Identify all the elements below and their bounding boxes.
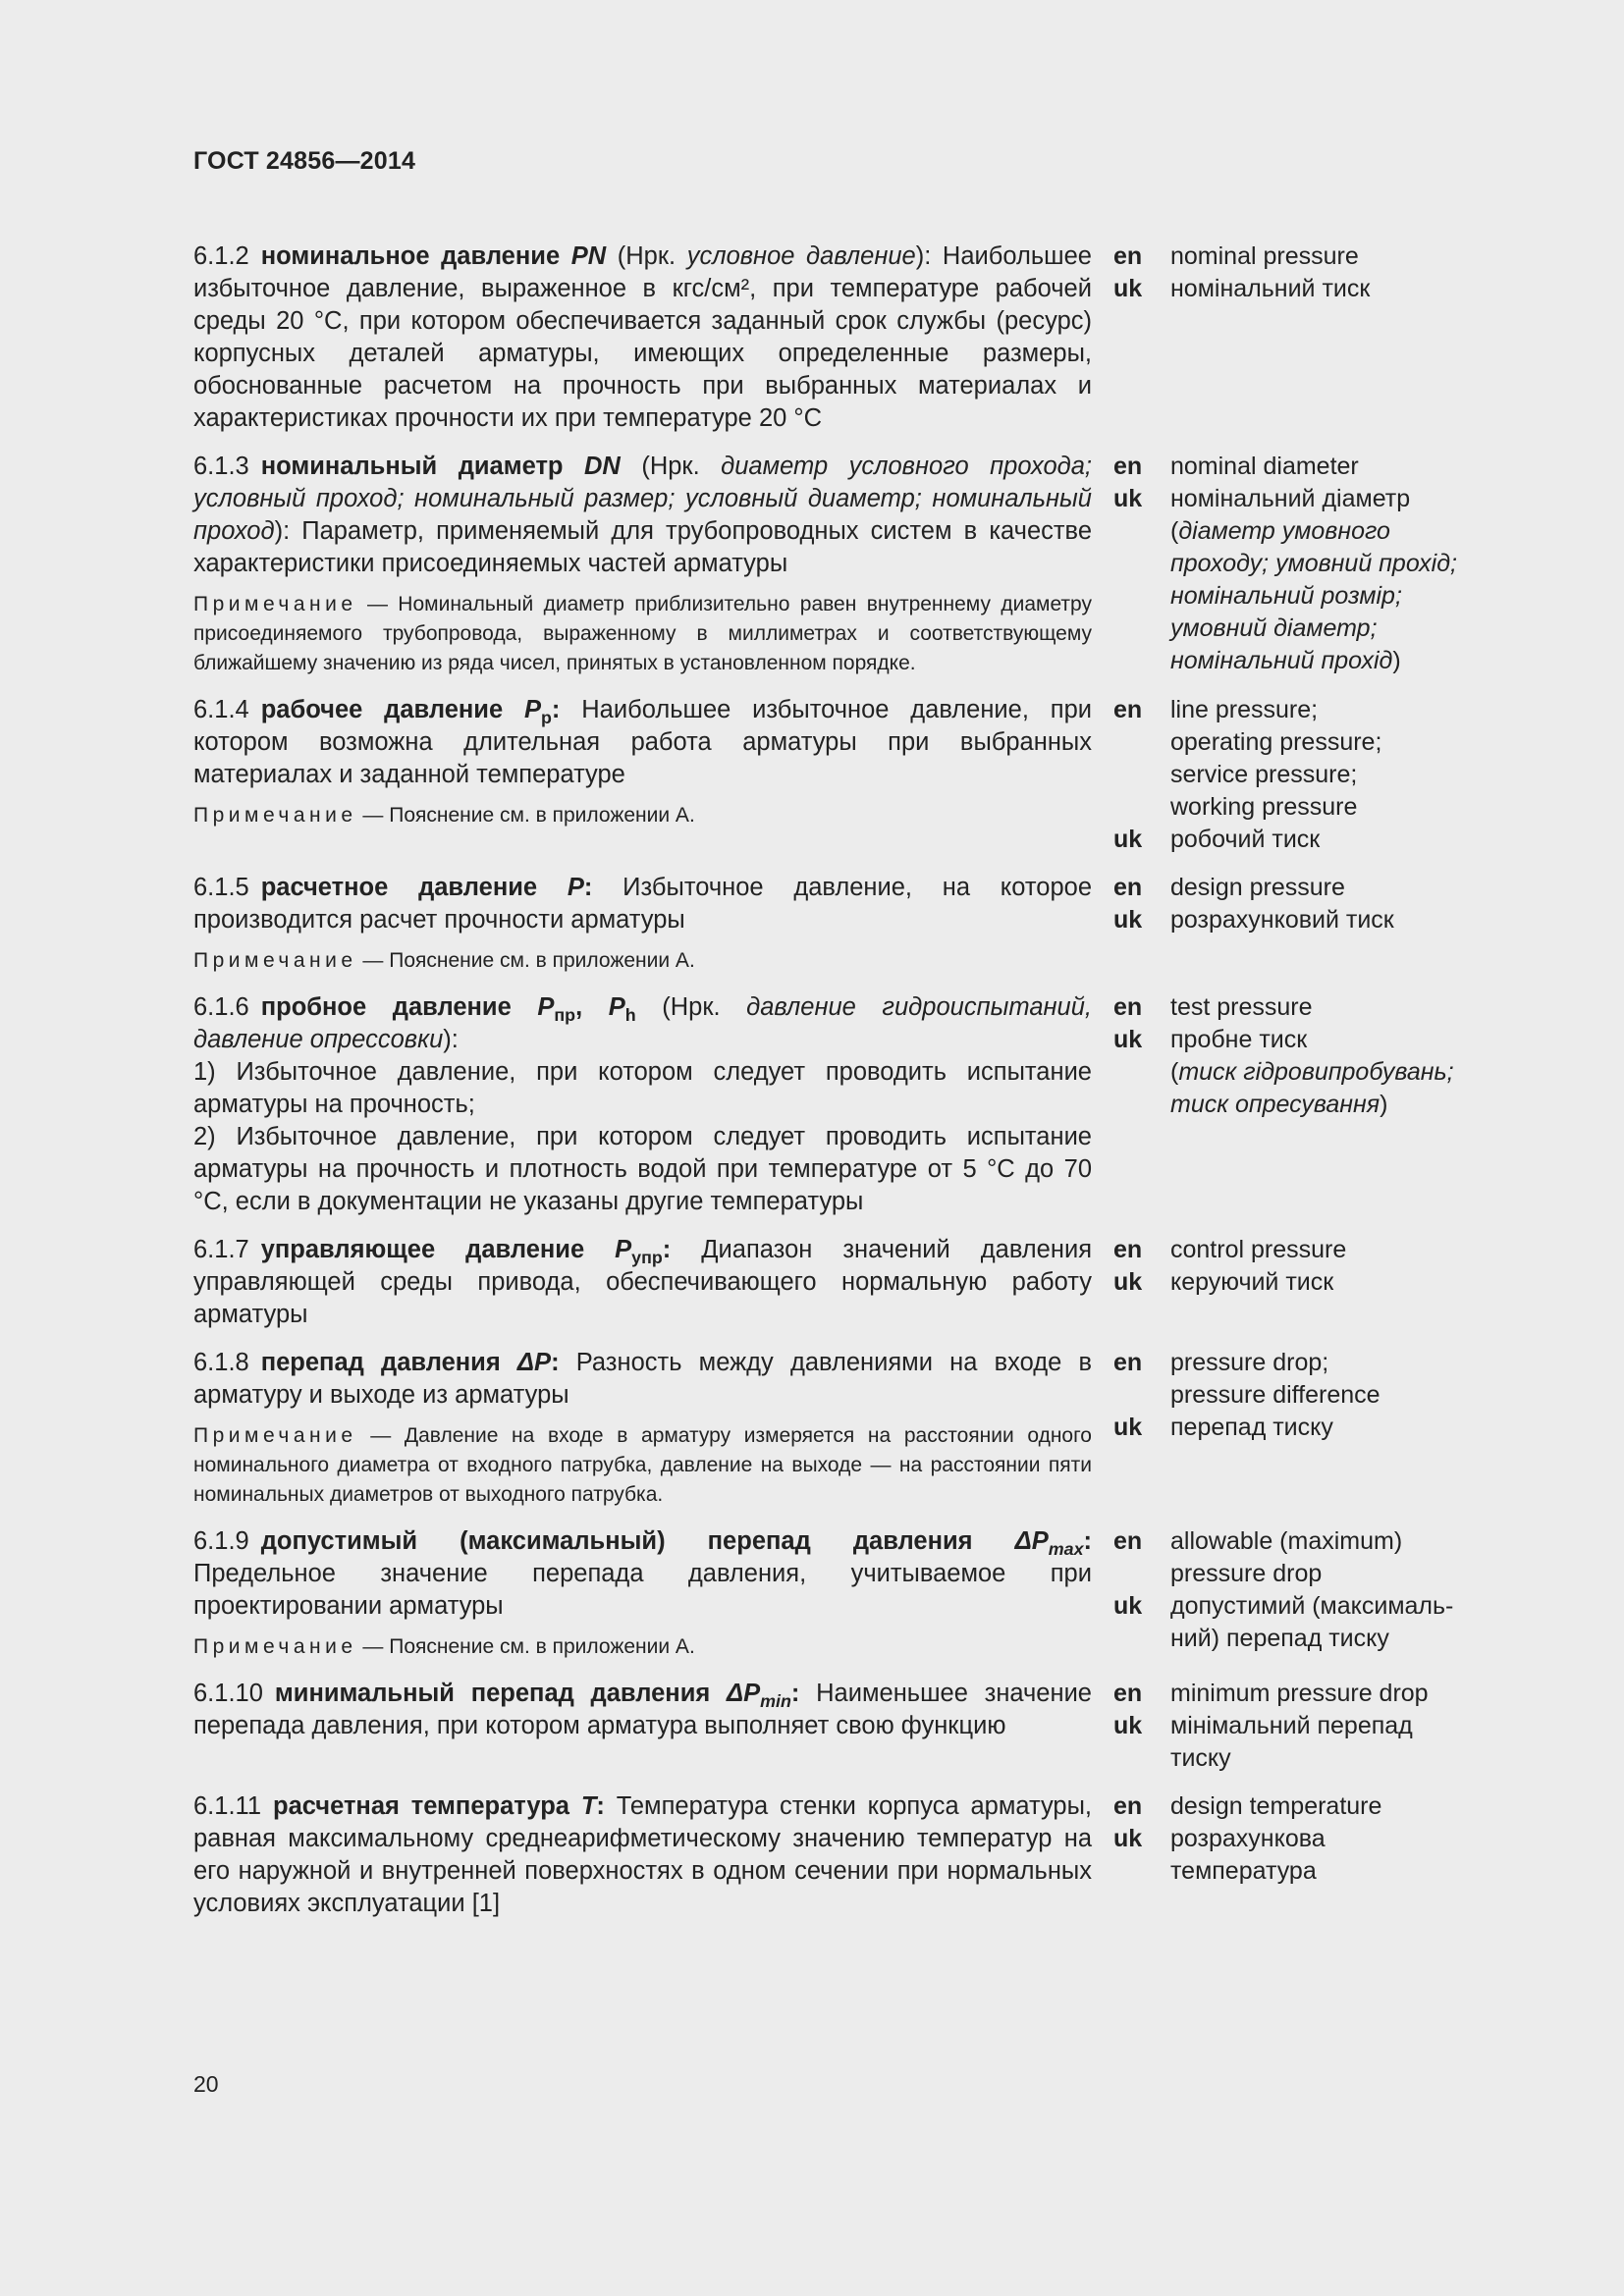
definition-item: 2) Избыточное давление, при котором следует проводить испытание арматуры на прочность и плотность водой при температуре от 5 °С до 70 °С, если в документации не указаны другие температуры — [193, 1123, 1092, 1215]
lang-uk: uk — [1113, 1026, 1143, 1053]
term-symbol: P — [524, 696, 542, 723]
lang-en: en — [1113, 1680, 1143, 1707]
equivalents — [1170, 1347, 1494, 1510]
term-definition: 6.1.4 рабочее давление $P_p$: Наибольшее избыточное давление, при котором возможна длительная работа арматуры при выбранных материалах и заданной температуре — [193, 696, 1092, 788]
term-symbol-sub: упр — [631, 1248, 663, 1268]
equivalent-en: allowable (maximum) — [1170, 1527, 1403, 1555]
equivalent-uk: температура — [1170, 1857, 1317, 1885]
term-6-1-5 — [193, 872, 1499, 976]
term-symbol: P — [537, 993, 555, 1021]
term-number: 6.1.10 — [193, 1680, 263, 1707]
term-6-1-8 — [193, 1347, 1499, 1510]
lang-uk: uk — [1113, 275, 1143, 302]
language-codes — [1113, 1525, 1153, 1662]
lang-uk: uk — [1113, 485, 1143, 512]
page-number: 20 — [193, 2071, 219, 2097]
definition-text: Разность между давлениями на входе в арматуру и выходе из арматуры — [193, 1349, 1092, 1409]
term-note — [193, 801, 1092, 830]
term-note — [193, 1632, 1092, 1662]
definition-item: 1) Избыточное давление, при котором следует проводить испытание арматуры на прочность; — [193, 1058, 1092, 1118]
term-lead: (Нрк. — [617, 242, 677, 270]
term-definition: 6.1.11 расчетная температура T: Температура стенки корпуса арматуры, равная максимальному среднеарифметическому значению температур на его наружной и внутренней поверхностях в одном сечении при нормальных условиях эксплуатации [1] — [193, 1792, 1093, 1917]
term-6-1-7 — [193, 1234, 1499, 1331]
definition-text: Температура стенки корпуса арматуры, равная максимальному среднеарифметическому значению температур на его наружной и внутренней поверхностях в одном сечении при нормальных условиях эксплуатации [1] — [193, 1792, 1093, 1917]
term-symbol-sub: min — [760, 1691, 791, 1712]
term-number: 6.1.9 — [193, 1527, 249, 1555]
equivalents — [1170, 1525, 1494, 1662]
equivalent-uk: перепад тиску — [1170, 1414, 1333, 1441]
term-symbol: ΔP — [727, 1680, 761, 1707]
term-number: 6.1.11 — [193, 1792, 262, 1820]
lang-uk: uk — [1113, 1414, 1143, 1441]
definition-text: Предельное значение перепада давления, учитываемое при проектировании арматуры — [193, 1560, 1092, 1620]
lang-en: en — [1113, 1236, 1143, 1263]
term-symbol: DN — [584, 453, 621, 480]
equivalent-en: design temperature — [1170, 1792, 1382, 1820]
language-codes — [1113, 240, 1153, 435]
note-text: — Номинальный диаметр приблизительно равен внутреннему диаметру присоединяемого трубопровода, выраженному в миллиметрах и соответствующему ближайшему значению из ряда чисел, принятых в установленном порядке. — [193, 593, 1092, 674]
term-number: 6.1.2 — [193, 242, 249, 270]
equivalent-uk: керуючий тиск — [1170, 1268, 1334, 1296]
equivalent-en: pressure difference — [1170, 1381, 1380, 1409]
term-definition-block — [193, 872, 1092, 976]
term-symbol: ΔP — [516, 1349, 552, 1376]
equivalent-uk: розрахункова — [1170, 1825, 1326, 1852]
language-codes — [1113, 694, 1153, 856]
term-symbol: PN — [570, 242, 607, 270]
equivalent-uk: розрахунковий тиск — [1170, 906, 1394, 934]
equivalent-uk: мінімальний перепад — [1170, 1712, 1413, 1739]
definition-text: Диапазон значений давления управляющей среды привода, обеспечивающего нормальную работу арматуры — [193, 1236, 1092, 1328]
equivalent-uk: допустимий (максималь- — [1170, 1592, 1454, 1620]
term-deprecated: условное давление — [686, 242, 916, 270]
term-6-1-3 — [193, 451, 1499, 678]
lang-uk: uk — [1113, 1825, 1143, 1852]
term-definition-block — [193, 451, 1092, 678]
uk-deprecated-terms: тиск гідровипробувань; тиск опресування — [1170, 1058, 1454, 1118]
lang-en: en — [1113, 1792, 1143, 1820]
note-label: Примечание — [193, 1635, 357, 1658]
language-codes — [1113, 1234, 1153, 1331]
term-definition-block — [193, 1234, 1092, 1331]
term-definition: 6.1.7 управляющее давление $P_{упр}$: Диапазон значений давления управляющей среды привода, обеспечивающего нормальную работу арматуры — [193, 1236, 1092, 1328]
term-definition: 6.1.5 расчетное давление P: Избыточное давление, на которое производится расчет прочности арматуры — [193, 874, 1092, 934]
term-note — [193, 590, 1092, 678]
terms-list — [193, 240, 1499, 1936]
lang-en: en — [1113, 993, 1143, 1021]
lang-uk: uk — [1113, 1268, 1143, 1296]
term-note — [193, 946, 1092, 976]
term-name: рабочее давление — [260, 696, 504, 723]
term-name: пробное давление — [260, 993, 512, 1021]
term-number: 6.1.8 — [193, 1349, 249, 1376]
language-codes — [1113, 1347, 1153, 1510]
lang-uk: uk — [1113, 1712, 1143, 1739]
term-name: номинальный диаметр — [260, 453, 564, 480]
term-name: перепад давления — [260, 1349, 501, 1376]
term-deprecated: диаметр условного прохода; условный проход; номинальный размер; условный диаметр; номинальный проход — [193, 453, 1092, 545]
term-symbol: ΔP — [1014, 1527, 1049, 1555]
lang-en: en — [1113, 1527, 1143, 1555]
term-symbol-sub: p — [541, 708, 552, 728]
term-definition-block — [193, 240, 1092, 435]
equivalent-en: nominal diameter — [1170, 453, 1359, 480]
term-definition-block — [193, 1678, 1092, 1775]
term-symbol-sub: max — [1048, 1539, 1084, 1560]
language-codes — [1113, 1678, 1153, 1775]
lang-en: en — [1113, 696, 1143, 723]
term-name: допустимый (максимальный) перепад давления — [260, 1527, 973, 1555]
lang-en: en — [1113, 242, 1143, 270]
term-number: 6.1.3 — [193, 453, 249, 480]
term-definition-block — [193, 1525, 1092, 1662]
equivalent-en: service pressure; — [1170, 761, 1358, 788]
equivalent-uk: пробне тиск — [1170, 1026, 1308, 1053]
language-codes — [1113, 872, 1153, 976]
equivalent-en: pressure drop — [1170, 1560, 1323, 1587]
note-label: Примечание — [193, 804, 357, 827]
equivalent-en: operating pressure; — [1170, 728, 1382, 756]
equivalents — [1170, 1790, 1494, 1920]
term-6-1-2 — [193, 240, 1499, 435]
language-codes — [1113, 451, 1153, 678]
term-deprecated: давление гидроиспытаний, давление опрессовки — [193, 993, 1092, 1053]
equivalent-uk: номінальний тиск — [1170, 275, 1371, 302]
term-definition: 6.1.6 пробное давление $P_{пр}$, $P_h$ (Нрк. давление гидроиспытаний, давление опрессовки): 1) Избыточное давление, при котором следует проводить испытание арматуры на прочность; 2) Избыточное давление, при котором следует проводить испытание арматуры на прочность и плотность водой при температуре от 5 °С до 70 °С, если в документации не указаны другие температуры — [193, 991, 1092, 1218]
note-label: Примечание — [193, 1424, 357, 1447]
term-number: 6.1.6 — [193, 993, 249, 1021]
term-6-1-6 — [193, 991, 1499, 1218]
equivalents — [1170, 694, 1494, 856]
note-text: — Пояснение см. в приложении А. — [362, 804, 695, 827]
lang-en: en — [1113, 453, 1143, 480]
term-lead-end: ): — [443, 1026, 459, 1053]
term-lead-end: ): — [274, 517, 291, 545]
equivalents — [1170, 1678, 1494, 1775]
term-definition: 6.1.8 перепад давления ΔP: Разность между давлениями на входе в арматуру и выходе из арматуры — [193, 1349, 1092, 1409]
note-text: — Пояснение см. в приложении А. — [362, 1635, 695, 1658]
equivalents — [1170, 872, 1494, 976]
equivalent-en: nominal pressure — [1170, 242, 1359, 270]
term-lead-end: ): — [915, 242, 932, 270]
term-name: управляющее давление — [260, 1236, 585, 1263]
definition-text: Наибольшее избыточное давление, при котором возможна длительная работа арматуры при выбранных материалах и заданной температуре — [193, 696, 1092, 788]
equivalents — [1170, 991, 1494, 1218]
term-number: 6.1.7 — [193, 1236, 249, 1263]
term-definition: 6.1.10 минимальный перепад давления $\Delta P_{min}$: Наименьшее значение перепада давления, при котором арматура выполняет свою функцию — [193, 1680, 1092, 1739]
term-definition-block — [193, 694, 1092, 856]
lang-uk: uk — [1113, 1592, 1143, 1620]
equivalent-en: minimum pressure drop — [1170, 1680, 1429, 1707]
equivalent-uk: ний) перепад тиску — [1170, 1625, 1389, 1652]
term-lead: (Нрк. — [641, 453, 700, 480]
equivalent-en: control pressure — [1170, 1236, 1347, 1263]
equivalents — [1170, 240, 1494, 435]
definition-text: Избыточное давление, на которое производится расчет прочности арматуры — [193, 874, 1092, 934]
equivalent-uk: тиску — [1170, 1744, 1231, 1772]
term-definition — [193, 451, 1092, 580]
term-symbol-2-sub: h — [624, 1005, 636, 1026]
equivalent-uk: номінальний діаметр — [1170, 485, 1411, 512]
term-symbol: P — [615, 1236, 632, 1263]
equivalents — [1170, 451, 1494, 678]
term-name: минимальный перепад давления — [274, 1680, 711, 1707]
note-text: — Пояснение см. в приложении А. — [362, 949, 695, 972]
lang-uk: uk — [1113, 826, 1143, 853]
equivalent-en: test pressure — [1170, 993, 1313, 1021]
term-definition-block — [193, 991, 1092, 1218]
definition-text: Параметр, применяемый для трубопроводных систем в качестве характеристики присоединяемых частей арматуры — [193, 517, 1093, 577]
note-text: — Давление на входе в арматуру измеряется на расстоянии одного номинального диаметра от входного патрубка, давление на выходе — на расстоянии пяти номинальных диаметров от выходного патрубка. — [193, 1424, 1092, 1506]
term-note — [193, 1421, 1092, 1510]
equivalent-uk-deprecated: (діаметр умовного проходу; умовний прохід; номінальний розмір; умовний діаметр; номінальний прохід) — [1170, 517, 1458, 674]
term-symbol-sub: пр — [554, 1005, 576, 1026]
equivalent-en: line pressure; — [1170, 696, 1319, 723]
term-name: номинальное давление — [260, 242, 561, 270]
equivalent-en: pressure drop; — [1170, 1349, 1329, 1376]
term-definition: 6.1.9 допустимый (максимальный) перепад давления $\Delta P_{max}$: Предельное значение перепада давления, учитываемое при проектировании арматуры — [193, 1527, 1092, 1620]
term-number: 6.1.4 — [193, 696, 249, 723]
language-codes — [1113, 1790, 1153, 1920]
term-6-1-10 — [193, 1678, 1499, 1775]
term-symbol: P — [567, 874, 584, 901]
term-lead: (Нрк. — [662, 993, 721, 1021]
lang-en: en — [1113, 874, 1143, 901]
note-label: Примечание — [193, 593, 357, 615]
term-6-1-4 — [193, 694, 1499, 856]
equivalent-uk-deprecated: (тиск гідровипробувань; тиск опресування) — [1170, 1058, 1454, 1118]
term-name: расчетное давление — [260, 874, 538, 901]
term-definition-block — [193, 1790, 1092, 1920]
note-label: Примечание — [193, 949, 357, 972]
language-codes — [1113, 991, 1153, 1218]
term-definition-block — [193, 1347, 1092, 1510]
term-symbol-2: P — [608, 993, 625, 1021]
equivalent-en: working pressure — [1170, 793, 1358, 821]
definition-text: Наибольшее избыточное давление, выраженное в кгс/см², при температуре рабочей среды 20 °С, при котором обеспечивается заданный срок службы (ресурс) корпусных деталей арматуры, имеющих определенные размеры, обоснованные расчетом на прочность при выбранных материалах и характеристиках прочности их при температуре 20 °С — [193, 242, 1092, 432]
document-header: ГОСТ 24856—2014 — [193, 147, 416, 175]
term-6-1-9 — [193, 1525, 1499, 1662]
lang-en: en — [1113, 1349, 1143, 1376]
uk-deprecated-terms: діаметр умовного проходу; умовний прохід; номінальний розмір; умовний діаметр; номінальний прохід — [1170, 517, 1458, 674]
equivalents — [1170, 1234, 1494, 1331]
term-definition — [193, 240, 1092, 435]
term-6-1-11 — [193, 1790, 1499, 1920]
term-symbol: T — [580, 1792, 597, 1820]
lang-uk: uk — [1113, 906, 1143, 934]
equivalent-en: design pressure — [1170, 874, 1345, 901]
term-name: расчетная температура — [273, 1792, 569, 1820]
term-number: 6.1.5 — [193, 874, 249, 901]
equivalent-uk: робочий тиск — [1170, 826, 1321, 853]
definition-text: Наименьшее значение перепада давления, при котором арматура выполняет свою функцию — [193, 1680, 1092, 1739]
